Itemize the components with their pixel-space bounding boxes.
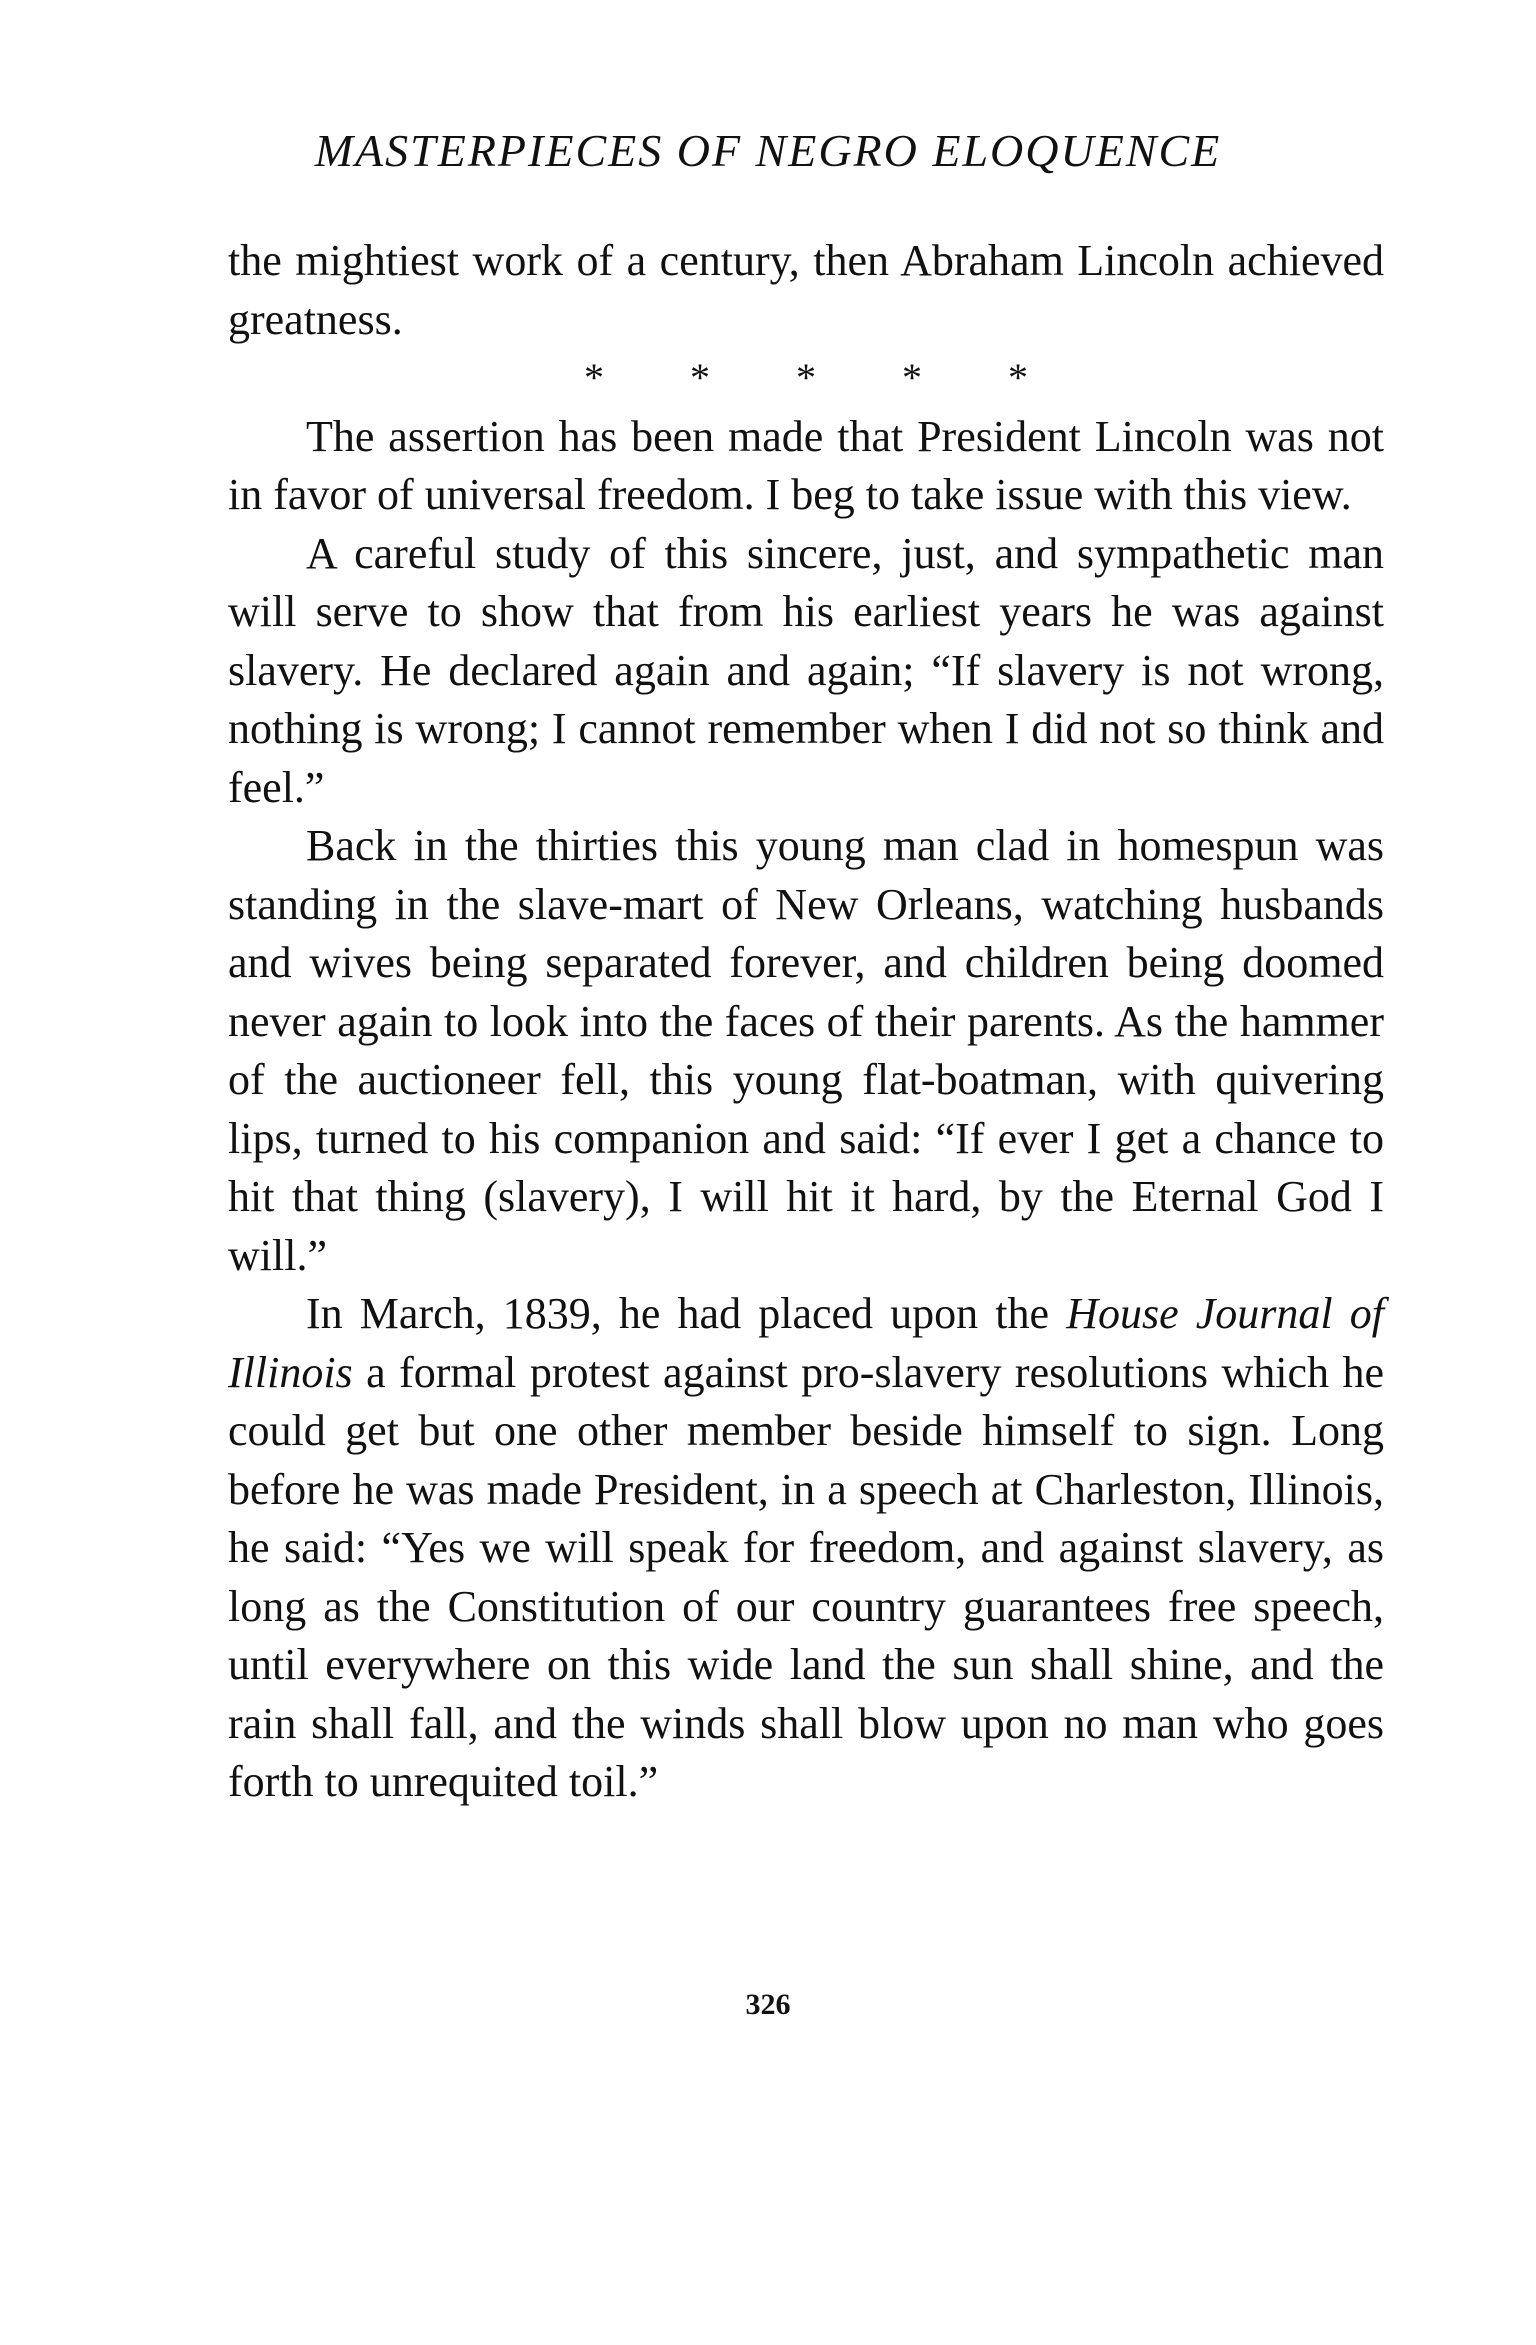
house-journal-title: House Journal of Illinois	[228, 1289, 1384, 1397]
paragraph-march-1839	[228, 1285, 1384, 1812]
section-separator: * * * * *	[584, 355, 1066, 400]
paragraph-continuation: the mightiest work of a century, then Abraham Lincoln achieved greatness.	[228, 236, 1384, 344]
paragraph-assertion: The assertion has been made that President Lincoln was not in favor of universal freedom. I beg to take issue with this view.	[228, 411, 1384, 519]
body-text	[228, 232, 1384, 1812]
paragraph-march-1839-end: a formal protest against pro-slavery resolutions which he could get but one other member beside himself to sign. Long before he was made President, in a speech at Charleston, Illinois, he said: “Yes we will speak for freedom, and against slavery, as long as the Constitution of our country guarantees free speech, until everywhere on this wide land the sun shall shine, and the rain shall fall, and the winds shall blow upon no man who goes forth to unrequited toil.”	[228, 1347, 1384, 1806]
paragraph-march-1839-start: In March, 1839, he had placed upon the	[306, 1289, 1067, 1338]
paragraph-careful-study: A careful study of this sincere, just, and sympathetic man will serve to show that from his earliest years he was against slavery. He declared again and again; “If slavery is not wrong, nothing is wrong; I cannot remember when I did not so think and feel.”	[228, 528, 1384, 812]
paragraph-slave-mart: Back in the thirties this young man clad in homespun was standing in the slave-mart of New Orleans, watching husbands and wives being separated forever, and children being doomed never again to look into the faces of their parents. As the hammer of the auctioneer fell, this young flat-boatman, with quivering lips, turned to his companion and said: “If ever I get a chance to hit that thing (slavery), I will hit it hard, by the Eternal God I will.”	[228, 821, 1384, 1280]
page-number: 326	[745, 1988, 791, 2021]
running-head: MASTERPIECES OF NEGRO ELOQUENCE	[314, 125, 1222, 176]
